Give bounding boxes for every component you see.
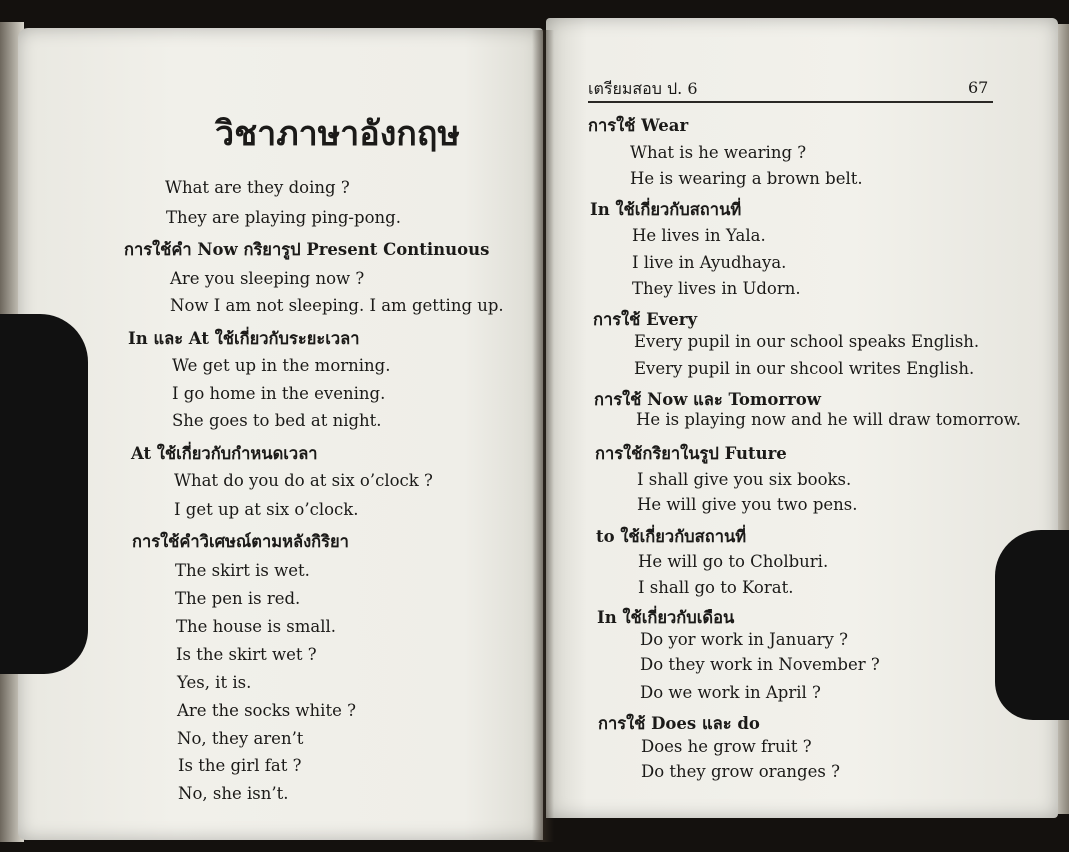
left-section-heading: การใช้คำวิเศษณ์ตามหลังกิริยา — [132, 532, 349, 551]
right-thumb — [995, 530, 1069, 720]
right-example-sentence: Do yor work in January ? — [640, 630, 848, 649]
right-example-sentence: Every pupil in our school speaks English. — [634, 332, 980, 351]
left-example-sentence: They are playing ping-pong. — [166, 208, 401, 227]
left-section-heading: การใช้คำ Now กริยารูป Present Continuous — [124, 240, 490, 259]
right-section-heading: การใช้ Every — [593, 310, 698, 329]
left-example-sentence: I get up at six o’clock. — [174, 500, 359, 519]
left-section-heading: At ใช้เกี่ยวกับกำหนดเวลา — [131, 444, 318, 463]
right-example-sentence: He is playing now and he will draw tomorrow. — [636, 410, 1022, 429]
right-example-sentence: I shall give you six books. — [637, 470, 852, 489]
right-example-sentence: They lives in Udorn. — [632, 279, 801, 298]
right-section-heading: การใช้ Does และ do — [598, 714, 760, 733]
right-example-sentence: I shall go to Korat. — [638, 578, 794, 597]
right-example-sentence: He will go to Cholburi. — [638, 552, 829, 571]
right-example-sentence: He will give you two pens. — [637, 495, 858, 514]
right-example-sentence: Every pupil in our shcool writes English. — [634, 359, 975, 378]
right-section-heading: การใช้ Wear — [588, 116, 689, 135]
left-example-sentence: The skirt is wet. — [175, 561, 310, 580]
right-example-sentence: What is he wearing ? — [630, 143, 807, 162]
right-example-sentence: Do they work in November ? — [640, 655, 880, 674]
book-gutter — [532, 30, 554, 842]
left-example-sentence: The house is small. — [176, 617, 337, 636]
right-section-heading: to ใช้เกี่ยวกับสถานที่ — [596, 527, 747, 546]
left-example-sentence: Are the socks white ? — [177, 701, 356, 720]
left-example-sentence: We get up in the morning. — [172, 356, 391, 375]
right-example-sentence: I live in Ayudhaya. — [632, 253, 787, 272]
left-example-sentence: The pen is red. — [175, 589, 301, 608]
left-example-sentence: No, she isn’t. — [178, 784, 289, 803]
right-example-sentence: He lives in Yala. — [632, 226, 766, 245]
right-example-sentence: Do we work in April ? — [640, 683, 821, 702]
left-example-sentence: Is the skirt wet ? — [176, 645, 317, 664]
left-example-sentence: Is the girl fat ? — [178, 756, 302, 775]
left-example-sentence: She goes to bed at night. — [172, 411, 382, 430]
left-example-sentence: I go home in the evening. — [172, 384, 386, 403]
right-example-sentence: He is wearing a brown belt. — [630, 169, 863, 188]
page-number: 67 — [968, 78, 989, 97]
right-section-heading: In ใช้เกี่ยวกับสถานที่ — [590, 200, 742, 219]
left-section-heading: In และ At ใช้เกี่ยวกับระยะเวลา — [128, 329, 360, 348]
left-example-sentence: No, they aren’t — [177, 729, 304, 748]
header-rule — [588, 101, 993, 103]
right-section-heading: In ใช้เกี่ยวกับเดือน — [597, 608, 735, 627]
running-header: เตรียมสอบ ป. 6 — [588, 79, 698, 98]
right-section-heading: การใช้ Now และ Tomorrow — [594, 390, 821, 409]
right-example-sentence: Does he grow fruit ? — [641, 737, 812, 756]
right-example-sentence: Do they grow oranges ? — [641, 762, 840, 781]
left-example-sentence: Are you sleeping now ? — [170, 269, 365, 288]
left-thumb — [0, 314, 88, 674]
left-example-sentence: What do you do at six o’clock ? — [174, 471, 433, 490]
left-example-sentence: What are they doing ? — [165, 178, 350, 197]
right-section-heading: การใช้กริยาในรูป Future — [595, 444, 787, 463]
page-title: วิชาภาษาอังกฤษ — [215, 114, 460, 154]
left-example-sentence: Now I am not sleeping. I am getting up. — [170, 296, 504, 315]
left-example-sentence: Yes, it is. — [177, 673, 252, 692]
